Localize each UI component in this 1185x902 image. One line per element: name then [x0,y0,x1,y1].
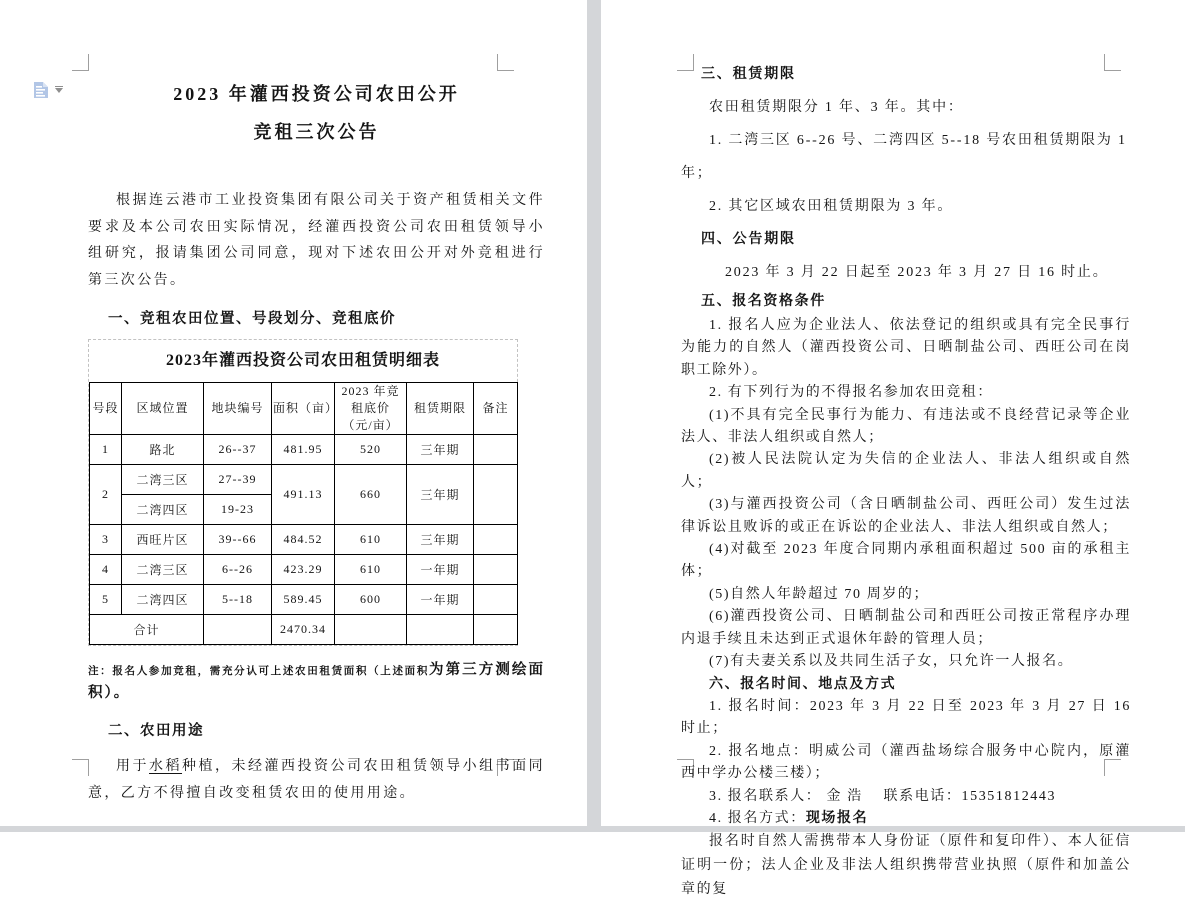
cell-area: 西旺片区 [122,525,204,555]
cell-term: 三年期 [407,525,474,555]
margin-mark-top-left [72,54,89,71]
cell-price: 600 [335,585,407,615]
cell-remark [474,615,518,645]
viewport-edge [0,826,1185,832]
section6-item1: 1. 报名时间：2023 年 3 月 22 日至 2023 年 3 月 27 日 16 时止； [681,698,1131,737]
cell-area: 路北 [122,435,204,465]
section6-final-paragraph: 报名时自然人需携带本人身份证（原件和复印件）、本人征信证明一份；法人企业及非法人组织携带营业执照（原件和加盖公章的复 [681,834,1131,898]
col-header-remark: 备注 [474,383,518,435]
cell-term: 三年期 [407,435,474,465]
cell-area: 二湾四区 [122,585,204,615]
cell-acreage: 491.13 [272,465,335,525]
table-row [90,555,518,585]
section2-paragraph [88,753,545,807]
table-total-row [90,615,518,645]
section6-item3: 3. 报名联系人： 金 浩 联系电话：15351812443 [709,788,1057,804]
note-emphasis: 为第三方测绘面积）。 [88,662,545,701]
cell-plot: 39--66 [204,525,272,555]
table-row [90,525,518,555]
cell-no: 4 [90,555,122,585]
section2-heading: 二、农田用途 [108,723,204,739]
lease-table [89,382,518,645]
cell-remark [474,435,518,465]
table-row [90,585,518,615]
section3-heading: 三、租赁期限 [701,67,796,82]
cell-plot: 6--26 [204,555,272,585]
section3-intro: 农田租赁期限分 1 年、3 年。其中： [709,100,964,115]
section1-heading: 一、竞租农田位置、号段划分、竞租底价 [108,311,396,327]
paste-options-button[interactable] [33,81,67,103]
cell-term [407,615,474,645]
cell-total-acreage: 2470.34 [272,615,335,645]
item4-label: 4. 报名方式： [709,810,806,826]
section5-sub6: (6)灌西投资公司、日晒制盐公司和西旺公司按正常程序办理内退手续且未达到正式退休年龄的管理人员； [681,609,1131,647]
note-text: 注：报名人参加竞租，需充分认可上述农田租赁面积（上述面积 [88,666,430,677]
cell-plot: 27--39 [204,465,272,495]
cell-price: 520 [335,435,407,465]
section6-heading: 六、报名时间、地点及方式 [709,676,897,692]
cell-plot [204,615,272,645]
cell-remark [474,555,518,585]
cell-acreage: 484.52 [272,525,335,555]
cell-acreage: 481.95 [272,435,335,465]
cell-term: 三年期 [407,465,474,525]
section5-sub3: (3)与灌西投资公司（含日晒制盐公司、西旺公司）发生过法律诉讼且败诉的或正在诉讼的企业法人、非法人组织或自然人； [681,497,1131,535]
section6-item2: 2. 报名地点：明威公司（灌西盐场综合服务中心院内，原灌西中学办公楼三楼）； [681,743,1131,782]
page-gap [587,0,601,832]
section5-item2: 2. 有下列行为的不得报名参加农田竞租： [709,385,993,401]
cell-no: 5 [90,585,122,615]
table-note [88,659,545,704]
cell-no: 2 [90,465,122,525]
section5-heading: 五、报名资格条件 [701,294,826,309]
cell-remark [474,525,518,555]
document-page-1 [0,0,587,826]
dropdown-bar [55,86,63,87]
cell-no: 3 [90,525,122,555]
document-page-2 [601,0,1185,898]
cell-acreage: 423.29 [272,555,335,585]
section3-item2: 2. 其它区域农田租赁期限为 3 年。 [709,199,954,214]
col-header-acreage: 面积（亩） [272,383,335,435]
cell-term: 一年期 [407,585,474,615]
document-title-line2: 竞租三次公告 [253,122,380,142]
section5-sub7: (7)有夫妻关系以及共同生活子女，只允许一人报名。 [709,654,1074,670]
cell-price [335,615,407,645]
cell-area: 二湾三区 [122,555,204,585]
margin-mark-bottom-left [72,759,89,776]
lease-table-block [88,339,518,646]
col-header-term: 租赁期限 [407,383,474,435]
cell-term: 一年期 [407,555,474,585]
section4-heading: 四、公告期限 [701,232,796,247]
section5-sub5: (5)自然人年龄超过 70 周岁的； [709,586,930,602]
section5-sub2: (2)被人民法院认定为失信的企业法人、非法人组织或自然人； [681,452,1131,490]
table-row [90,465,518,495]
usage-pre: 用于 [116,759,150,774]
section4-body: 2023 年 3 月 22 日起至 2023 年 3 月 27 日 16 时止。 [725,265,1109,280]
col-header-no: 号段 [90,383,122,435]
section3-item1: 1. 二湾三区 6--26 号、二湾四区 5--18 号农田租赁期限为 1 年； [681,133,1127,181]
cell-no: 1 [90,435,122,465]
cell-area: 二湾三区 [122,465,204,495]
cell-remark [474,465,518,525]
lease-table-title: 2023年灌西投资公司农田租赁明细表 [165,352,440,369]
cell-price: 660 [335,465,407,525]
document-icon [33,81,49,99]
cell-acreage: 589.45 [272,585,335,615]
cell-price: 610 [335,555,407,585]
usage-post: 种植，未经灌西投资公司农田租赁领导小组书面同意，乙方不得擅自改变租赁农田的使用用途。 [88,759,545,801]
section5-sub4: (4)对截至 2023 年度合同期内承租面积超过 500 亩的承租主体； [681,542,1131,580]
item4-method: 现场报名 [805,810,869,826]
section5-item1: 1. 报名人应为企业法人、依法登记的组织或具有完全民事行为能力的自然人（灌西投资公司、日晒制盐公司、西旺公司在岗职工除外）。 [681,318,1131,378]
col-header-area: 区域位置 [122,383,204,435]
cell-total-label: 合计 [90,615,204,645]
intro-paragraph: 根据连云港市工业投资集团有限公司关于资产租赁相关文件要求及本公司农田实际情况，经灌西投资公司农田租赁领导小组研究，报请集团公司同意，现对下述农田公开对外竞租进行第三次公告。 [88,193,545,288]
chevron-down-icon [55,88,63,93]
table-row [90,435,518,465]
cell-area: 二湾四区 [122,495,204,525]
section5-sub1: (1)不具有完全民事行为能力、有违法或不良经营记录等企业法人、非法人组织或自然人； [681,407,1131,446]
cell-price: 610 [335,525,407,555]
col-header-plot: 地块编号 [204,383,272,435]
document-title-line1: 2023 年灌西投资公司农田公开 [173,84,460,104]
cell-remark [474,585,518,615]
table-header-row [90,383,518,435]
cell-plot: 19-23 [204,495,272,525]
cell-plot: 26--37 [204,435,272,465]
cell-plot: 5--18 [204,585,272,615]
col-header-price: 2023 年竞租底价（元/亩） [335,383,407,435]
usage-underlined: 水稻 [149,759,183,774]
